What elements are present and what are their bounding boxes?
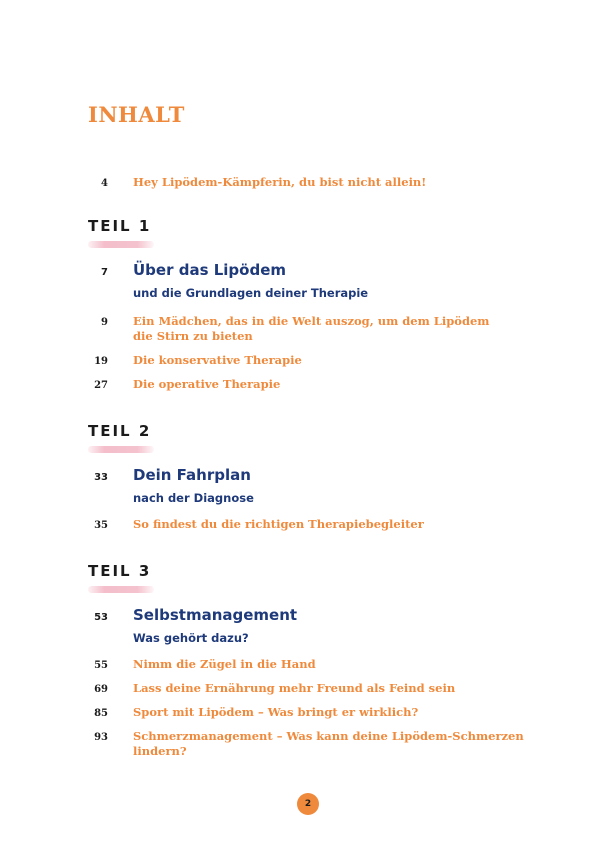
- chapter-3-title: Selbstmanagement: [133, 606, 298, 624]
- toc-entry-page-number: 55: [94, 660, 108, 671]
- part-1-heading: TEIL 1: [88, 217, 152, 235]
- toc-entry-line: Schmerzmanagement – Was kann deine Lipödem-Schmerzen: [133, 729, 524, 743]
- intro-page-number: 4: [101, 178, 108, 189]
- toc-entry: Nimm die Zügel in die Hand: [133, 657, 316, 671]
- intro-entry: Hey Lipödem-Kämpferin, du bist nicht allein!: [133, 175, 427, 189]
- toc-entry: So findest du die richtigen Therapiebegleiter: [133, 517, 424, 531]
- chapter-2-subtitle: nach der Diagnose: [133, 491, 254, 505]
- chapter-1-page-number: 7: [101, 267, 108, 278]
- toc-entry-line: die Stirn zu bieten: [133, 329, 253, 343]
- part-3-brush-stroke: [88, 586, 154, 593]
- chapter-3-subtitle: Was gehört dazu?: [133, 631, 249, 645]
- part-3-heading: TEIL 3: [88, 562, 152, 580]
- toc-entry: Sport mit Lipödem – Was bringt er wirklich?: [133, 705, 419, 719]
- chapter-3-page-number: 53: [94, 612, 108, 623]
- toc-entry-page-number: 93: [94, 732, 108, 743]
- toc-entry-page-number: 35: [94, 520, 108, 531]
- toc-entry-line: Ein Mädchen, das in die Welt auszog, um dem Lipödem: [133, 314, 490, 328]
- chapter-2-title: Dein Fahrplan: [133, 466, 251, 484]
- toc-entry-page-number: 69: [94, 684, 108, 695]
- chapter-1-title: Über das Lipödem: [133, 261, 287, 279]
- toc-entry: [133, 314, 533, 344]
- toc-entry: Die konservative Therapie: [133, 353, 302, 367]
- toc-entry: Die operative Therapie: [133, 377, 281, 391]
- page-number-badge: 2: [297, 793, 319, 815]
- part-1-brush-stroke: [88, 241, 154, 248]
- part-2-brush-stroke: [88, 446, 154, 453]
- part-2-heading: TEIL 2: [88, 422, 152, 440]
- toc-entry-page-number: 85: [94, 708, 108, 719]
- toc-entry: Lass deine Ernährung mehr Freund als Feind sein: [133, 681, 456, 695]
- toc-entry-page-number: 19: [94, 356, 108, 367]
- toc-entry-page-number: 27: [94, 380, 108, 391]
- toc-entry-page-number: 9: [101, 317, 108, 328]
- chapter-1-subtitle: und die Grundlagen deiner Therapie: [133, 286, 369, 300]
- toc-entry-line: lindern?: [133, 744, 187, 758]
- toc-entry: [133, 729, 533, 759]
- chapter-2-page-number: 33: [94, 472, 108, 483]
- page-title: INHALT: [88, 102, 185, 127]
